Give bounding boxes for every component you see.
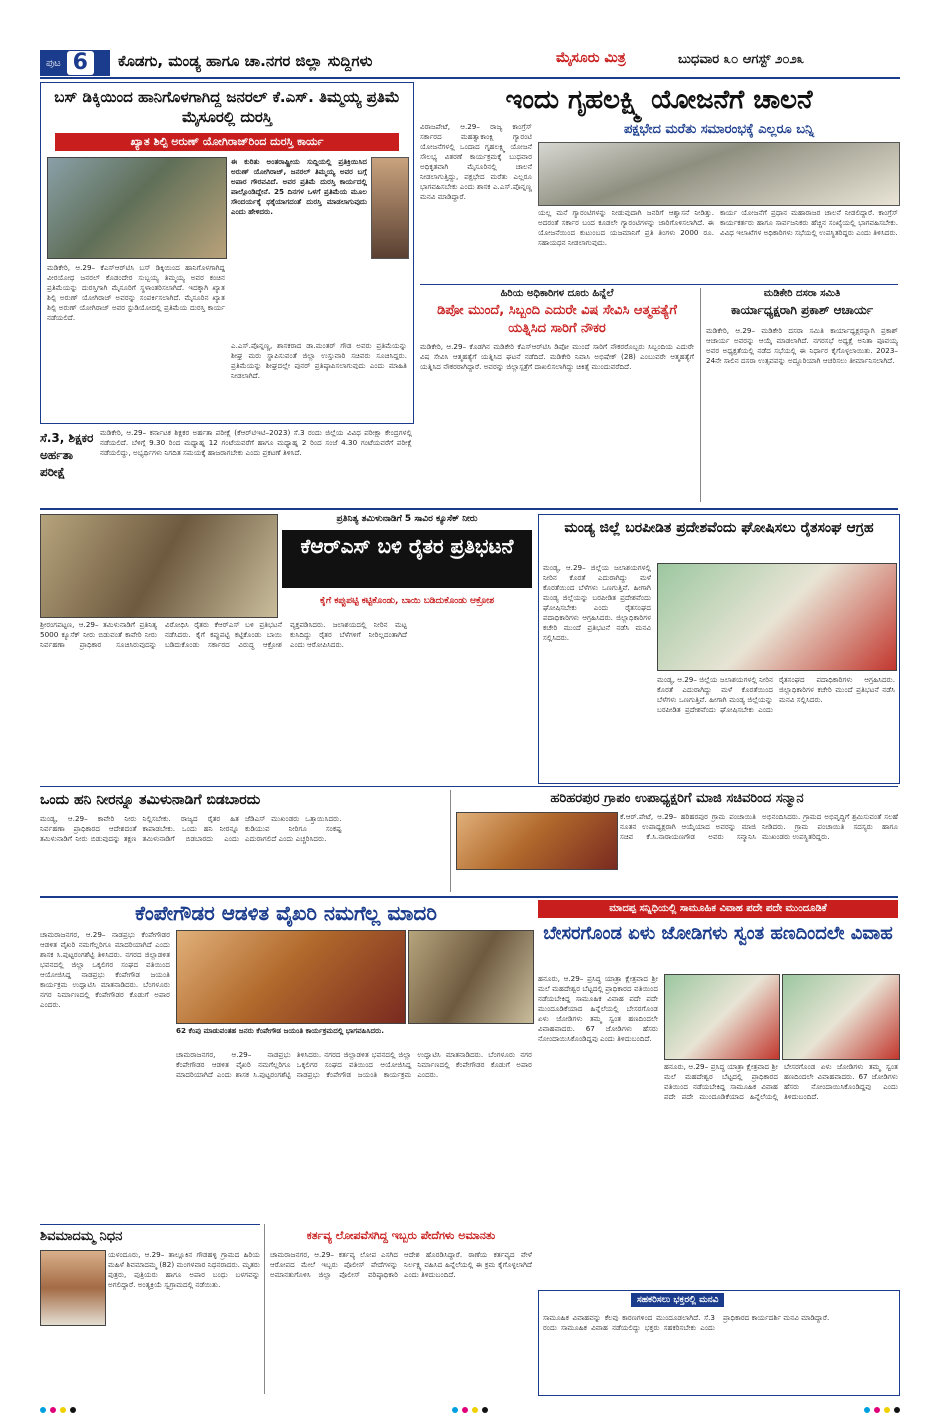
kempegowda-body-continued: ಚಾಮರಾಜನಗರ, ಆ.29– ನಾಡಪ್ರಭು ಕೆಂಪೇಗೌಡರ ಆಡಳಿತ ವೈಖರಿ ನಮಗೆಲ್ಲರಿಗೂ ಮಾದರಿಯಾಗಿದೆ ಎಂದು ಶಾಸಕ ಸಿ.ಪುಟ್ಟರಂಗಶೆಟ್ಟಿ ತಿಳಿಸಿದರು. ನಗರದ ಜಿಲ್ಲಾಡಳಿತ ಭವನದಲ್ಲಿ ಜಿಲ್ಲಾ ಒಕ್ಕಲಿಗರ ಸಂಘದ ವತಿಯಿಂದ ಆಯೋಜಿಸಿದ್ದ ನಾಡಪ್ರಭು ಕೆಂಪೇಗೌಡ ಜಯಂತಿ ಕಾರ್ಯಕ್ರಮ ಉದ್ಘಾಟಿಸಿ ಮಾತನಾಡಿದರು. ಬೆಂಗಳೂರು ನಗರ ನಿರ್ಮಾಣದಲ್ಲಿ ಕೆಂಪೇಗೌಡರ ಕೊಡುಗೆ ಅಪಾರ ಎಂದರು. <box>176 1050 532 1079</box>
page-number-badge <box>40 50 110 76</box>
devotee-appeal-body: ಸಾಮೂಹಿಕ ವಿವಾಹವನ್ನು ಕೆಲವು ಕಾರಣಗಳಿಂದ ಮುಂದೂಡಲಾಗಿದೆ. ಸೆ.3 ರಂದು ಸಾಮೂಹಿಕ ವಿವಾಹ ನಡೆಯಲಿದ್ದು ಭಕ್ತರು ಸಹಕರಿಸಬೇಕು ಎಂದು ಪ್ರಾಧಿಕಾರದ ಕಾರ್ಯದರ್ಶಿ ಮನವಿ ಮಾಡಿದ್ದಾರೆ. <box>543 1313 830 1332</box>
devotee-appeal-box <box>538 1290 900 1396</box>
kempegowda-photo <box>176 930 406 1024</box>
statue-body: ಮಡಿಕೇರಿ, ಆ.29– ಕೆಎಸ್‌ಆರ್‌ಟಿಸಿ ಬಸ್ ಡಿಕ್ಕಿಯಿಂದ ಹಾನಿಗೊಳಗಾಗಿದ್ದ ವೀರಯೋಧ ಜನರಲ್ ಕೊಡಂದೇರ ಸುಬ್ಬಯ್ಯ ತಿಮ್ಮಯ್ಯ ಅವರ ಕಂಚಿನ ಪ್ರತಿಮೆಯನ್ನು ದುರಸ್ತಿಗಾಗಿ ಮೈಸೂರಿಗೆ ಸ್ಥಳಾಂತರಿಸಲಾಗಿದೆ. ಇದಕ್ಕಾಗಿ ಖ್ಯಾತ ಶಿಲ್ಪಿ ಅರುಣ್ ಯೋಗಿರಾಜ್ ಅವರನ್ನು ಸಂಪರ್ಕಿಸಲಾಗಿದೆ. ಮೈಸೂರಿನ ಖ್ಯಾತ ಶಿಲ್ಪಿ ಅರುಣ್ ಯೋಗಿರಾಜ್ ಅವರ ಸ್ಟುಡಿಯೋದಲ್ಲಿ ಪ್ರತಿಮೆಯ ದುರಸ್ತಿ ಕಾರ್ಯ ನಡೆಯಲಿದೆ. <box>47 263 225 322</box>
krs-kicker: ಪ್ರತಿನಿತ್ಯ ತಮಿಳುನಾಡಿಗೆ 5 ಸಾವಿರ ಕ್ಯೂಸೆಕ್ ನೀರು <box>336 514 478 524</box>
suspension-headline: ಕರ್ತವ್ಯ ಲೋಪವೆಸಗಿದ್ದ ಇಬ್ಬರು ಪೇದೆಗಳು ಅಮಾನತು <box>306 1229 496 1242</box>
wedding-headline: ಬೇಸರಗೊಂಡ ಏಳು ಜೋಡಿಗಳು ಸ್ವಂತ ಹಣದಿಂದಲೇ ವಿವಾಹ <box>543 923 893 944</box>
gruhalakshmi-body: ವಿರಾಜಪೇಟೆ, ಆ.29– ರಾಜ್ಯ ಕಾಂಗ್ರೆಸ್ ಸರ್ಕಾರದ ಮಹತ್ವಾಕಾಂಕ್ಷಿ ಗ್ಯಾರಂಟಿ ಯೋಜನೆಗಳಲ್ಲಿ ಒಂದಾದ ಗೃಹಲಕ್ಷ್ಮಿ ಯೋಜನೆ ಸೌಲಭ್ಯ ವಿತರಣೆ ಕಾರ್ಯಕ್ರಮಕ್ಕೆ ಬುಧವಾರ ಅಧಿಕೃತವಾಗಿ ಮೈಸೂರಿನಲ್ಲಿ ಚಾಲನೆ ನೀಡಲಾಗುತ್ತಿದ್ದು, ಪಕ್ಷಭೇದ ಮರೆತು ಎಲ್ಲರೂ ಭಾಗವಹಿಸಬೇಕು ಎಂದು ಶಾಸಕ ಎ.ಎಸ್.ಪೊನ್ನಣ್ಣ ಮನವಿ ಮಾಡಿದ್ದಾರೆ. <box>420 122 532 201</box>
masthead-logo: ಮೈಸೂರು ಮಿತ್ರ <box>556 50 626 66</box>
statue-subhead: ಖ್ಯಾತ ಶಿಲ್ಪಿ ಅರುಣ್ ಯೋಗಿರಾಜ್‌ರಿಂದ ದುರಸ್ತಿ ಕಾರ್ಯ <box>55 133 399 151</box>
divider <box>264 1224 265 1394</box>
divider <box>40 896 898 898</box>
depot-kicker: ಹಿರಿಯ ಅಧಿಕಾರಿಗಳ ದೂರು ಹಿನ್ನೆಲೆ <box>500 288 614 299</box>
wedding-kicker: ಮಾದಪ್ಪ ಸನ್ನಿಧಿಯಲ್ಲಿ ಸಾಮೂಹಿಕ ವಿವಾಹ ಪದೇ ಪದೇ ಮುಂದೂಡಿಕೆ <box>538 900 898 918</box>
honour-photo <box>456 812 618 870</box>
wedding-body: ಹನೂರು, ಆ.29– ಪ್ರಸಿದ್ಧ ಯಾತ್ರಾ ಕ್ಷೇತ್ರವಾದ ಶ್ರೀ ಮಲೆ ಮಹದೇಶ್ವರ ಬೆಟ್ಟದಲ್ಲಿ ಪ್ರಾಧಿಕಾರದ ವತಿಯಿಂದ ನಡೆಯಬೇಕಿದ್ದ ಸಾಮೂಹಿಕ ವಿವಾಹ ಪದೇ ಪದೇ ಮುಂದೂಡಿಕೆಯಾದ ಹಿನ್ನೆಲೆಯಲ್ಲಿ ಬೇಸರಗೊಂಡ ಏಳು ಜೋಡಿಗಳು ತಮ್ಮ ಸ್ವಂತ ಹಣದಿಂದಲೇ ವಿವಾಹವಾದರು. 67 ಜೋಡಿಗಳು ಹೆಸರು ನೋಂದಾಯಿಸಿಕೊಂಡಿದ್ದವು ಎಂದು ತಿಳಿದುಬಂದಿದೆ. <box>538 974 658 1043</box>
suspension-body: ಚಾಮರಾಜನಗರ, ಆ.29– ಕರ್ತವ್ಯ ಲೋಪ ಎಸಗಿದ ಆರೋಪದ ಮೇಲೆ ಇಬ್ಬರು ಪೊಲೀಸ್ ಪೇದೆಗಳನ್ನು ಅಮಾನತುಗೊಳಿಸಿ ಜಿಲ್ಲಾ ಪೊಲೀಸ್ ವರಿಷ್ಠಾಧಿಕಾರಿ ಆದೇಶ ಹೊರಡಿಸಿದ್ದಾರೆ. ಠಾಣೆಯ ಕರ್ತವ್ಯದ ವೇಳೆ ನಿರ್ಲಕ್ಷ್ಯ ವಹಿಸಿದ ಹಿನ್ನೆಲೆಯಲ್ಲಿ ಈ ಕ್ರಮ ಕೈಗೊಳ್ಳಲಾಗಿದೆ ಎಂದು ತಿಳಿದುಬಂದಿದೆ. <box>270 1250 532 1279</box>
drought-headline: ಮಂಡ್ಯ ಜಿಲ್ಲೆ ಬರಪೀಡಿತ ಪ್ರದೇಶವೆಂದು ಘೋಷಿಸಲು ರೈತಸಂಘ ಆಗ್ರಹ <box>564 520 874 536</box>
tet-label: ಸೆ.3, ಶಿಕ್ಷಕರ ಅರ್ಹತಾ ಪರೀಕ್ಷೆ <box>40 431 94 479</box>
page-number: 6 <box>67 51 94 75</box>
kempegowda-portrait-photo <box>408 930 534 1024</box>
drought-story-box <box>538 514 900 784</box>
page-label: ಪುಟ <box>46 57 61 69</box>
registration-marks <box>40 1407 900 1417</box>
farmers-meeting-photo <box>657 563 897 671</box>
dasara-body: ಮಡಿಕೇರಿ, ಆ.29– ಮಡಿಕೇರಿ ದಸರಾ ಸಮಿತಿ ಕಾರ್ಯಾಧ್ಯಕ್ಷರನ್ನಾಗಿ ಪ್ರಕಾಶ್ ಆಚಾರ್ಯ ಅವರನ್ನು ಆಯ್ಕೆ ಮಾಡಲಾಗಿದೆ. ನಗರಸಭೆ ಅಧ್ಯಕ್ಷೆ ಅನಿತಾ ಪೂವಯ್ಯ ಅವರ ಅಧ್ಯಕ್ಷತೆಯಲ್ಲಿ ನಡೆದ ಸಭೆಯಲ್ಲಿ ಈ ನಿರ್ಧಾರ ಕೈಗೊಳ್ಳಲಾಯಿತು. 2023–24ನೇ ಸಾಲಿನ ದಸರಾ ಉತ್ಸವವನ್ನು ಅದ್ದೂರಿಯಾಗಿ ಆಚರಿಸಲು ತೀರ್ಮಾನಿಸಲಾಗಿದೆ. <box>706 326 898 365</box>
wedding-photo-right <box>782 974 900 1060</box>
registration-dots-left <box>40 1407 76 1417</box>
kempegowda-caption: 62 ಕೆಂಪು ಮಾಡುವಂತಹ ಜನರು ಕೆಂಪೇಗೌಡ ಜಯಂತಿ ಕಾರ್ಯಕ್ರಮದಲ್ಲಿ ಭಾಗವಹಿಸಿದರು. <box>176 1026 384 1035</box>
gruhalakshmi-body-3: ಕಾರ್ಯ ಯೋಜನೆಗೆ ಪ್ರಧಾನ ಮಹಾರಾಜರ ಚಾಲನೆ ನೀಡಲಿದ್ದಾರೆ. ಕಾಂಗ್ರೆಸ್ ಕಾರ್ಯಕರ್ತರು ಹಾಗೂ ಸಾರ್ವಜನಿಕರು ಹೆಚ್ಚಿನ ಸಂಖ್ಯೆಯಲ್ಲಿ ಭಾಗವಹಿಸಬೇಕು. ವಿವಿಧ ಇಲಾಖೆಗಳ ಅಧಿಕಾರಿಗಳು ಸಭೆಯಲ್ಲಿ ಉಪಸ್ಥಿತರಿದ್ದರು ಎಂದು ತಿಳಿಸಿದರು. <box>720 208 898 237</box>
gruhalakshmi-body-2: ಯಲ್ಲ ಮನೆ ಗ್ಯಾರಂಟಿಗಳನ್ನು ನೀಡುವುದಾಗಿ ಜನರಿಗೆ ಆಶ್ವಾಸನೆ ನೀಡಿತ್ತು. ಅದರಂತೆ ಸರ್ಕಾರ ಬಂದ ಕೂಡಲೇ ಗ್ಯಾರಂಟಿಗಳನ್ನು ಜಾರಿಗೊಳಿಸಲಾಗಿದೆ. ಈ ಯೋಜನೆಯಿಂದ ಕುಟುಂಬದ ಯಜಮಾನಿಗೆ ಪ್ರತಿ ತಿಂಗಳು 2000 ರೂ. ಸಹಾಯಧನ ನೀಡಲಾಗುವುದು. <box>538 208 714 247</box>
registration-dots-center <box>452 1407 488 1417</box>
krs-body: ಶ್ರೀರಂಗಪಟ್ಟಣ, ಆ.29– ತಮಿಳುನಾಡಿಗೆ ಪ್ರತಿನಿತ್ಯ 5000 ಕ್ಯೂಸೆಕ್ ನೀರು ಬಿಡುವಂತೆ ಕಾವೇರಿ ನೀರು ನಿರ್ವಹಣಾ ಪ್ರಾಧಿಕಾರ ಸೂಚಿಸಿರುವುದನ್ನು ವಿರೋಧಿಸಿ ರೈತರು ಕೆಆರ್‌ಎಸ್ ಬಳಿ ಪ್ರತಿಭಟನೆ ನಡೆಸಿದರು. ಕೈಗೆ ಕಪ್ಪುಪಟ್ಟಿ ಕಟ್ಟಿಕೊಂಡು ಬಾಯಿ ಬಡಿದುಕೊಂಡು ಸರ್ಕಾರದ ವಿರುದ್ಧ ಆಕ್ರೋಶ ವ್ಯಕ್ತಪಡಿಸಿದರು. ಜಲಾಶಯದಲ್ಲಿ ನೀರಿನ ಮಟ್ಟ ಕುಸಿದಿದ್ದು ರೈತರ ಬೆಳೆಗಳಿಗೆ ನೀರಿಲ್ಲದಂತಾಗಿದೆ ಎಂದು ಆರೋಪಿಸಿದರು. <box>40 620 407 649</box>
depot-headline: ಡಿಪೋ ಮುಂದೆ, ಸಿಬ್ಬಂದಿ ಎದುರೇ ವಿಷ ಸೇವಿಸಿ ಆತ್ಮಹತ್ಯೆಗೆ ಯತ್ನಿಸಿದ ಸಾರಿಗೆ ನೌಕರ <box>437 303 677 336</box>
divider <box>450 790 451 892</box>
honour-body: ಕೆ.ಆರ್.ಪೇಟೆ, ಆ.29– ಹರಿಹರಪುರ ಗ್ರಾಮ ಪಂಚಾಯಿತಿ ನೂತನ ಉಪಾಧ್ಯಕ್ಷರಾಗಿ ಆಯ್ಕೆಯಾದ ಅವರನ್ನು ಮಾಜಿ ಸಚಿವ ಕೆ.ಸಿ.ನಾರಾಯಣಗೌಡ ಅವರು ಸನ್ಮಾನಿಸಿ ಅಭಿನಂದಿಸಿದರು. ಗ್ರಾಮದ ಅಭಿವೃದ್ಧಿಗೆ ಶ್ರಮಿಸುವಂತೆ ಸಲಹೆ ನೀಡಿದರು. ಗ್ರಾಮ ಪಂಚಾಯಿತಿ ಸದಸ್ಯರು ಹಾಗೂ ಮುಖಂಡರು ಉಪಸ್ಥಿತರಿದ್ದರು. <box>620 812 898 841</box>
water-headline: ಒಂದು ಹನಿ ನೀರನ್ನೂ ತಮಿಳುನಾಡಿಗೆ ಬಿಡಬಾರದು <box>40 792 261 808</box>
statue-photo <box>47 157 227 259</box>
meeting-photo <box>538 142 900 206</box>
dasara-headline: ಕಾರ್ಯಾಧ್ಯಕ್ಷರಾಗಿ ಪ್ರಕಾಶ್ ಆಚಾರ್ಯ <box>730 303 874 317</box>
devotee-appeal-tag: ಸಹಕರಿಸಲು ಭಕ್ತರಲ್ಲಿ ಮನವಿ <box>631 1293 724 1307</box>
wedding-photo-left <box>664 974 780 1060</box>
header-rule <box>40 77 900 79</box>
divider <box>420 284 898 285</box>
divider <box>40 1224 260 1225</box>
obituary-portrait <box>40 1250 106 1326</box>
statue-side-text: ಈ ಕುರಿತು ಅಂತರಾಷ್ಟ್ರೀಯ ಸುದ್ದಿಯಲ್ಲಿ ಪ್ರತಿಕ್ರಿಯಿಸಿದ ಅರುಣ್ ಯೋಗಿರಾಜ್, ಜನರಲ್ ತಿಮ್ಮಯ್ಯ ಅವರ ಬಗ್ಗೆ ಅಪಾರ ಗೌರವವಿದೆ. ಅವರ ಪ್ರತಿಮೆ ದುರಸ್ತಿ ಕಾರ್ಯದಲ್ಲಿ ಪಾಲ್ಗೊಂಡಿದ್ದೇನೆ. 25 ದಿನಗಳ ಒಳಗೆ ಪ್ರತಿಮೆಯ ಮೂಲ ಸೌಂದರ್ಯಕ್ಕೆ ಧಕ್ಕೆಯಾಗದಂತೆ ದುರಸ್ತಿ ಮಾಡಲಾಗುವುದು ಎಂದು ಹೇಳಿದರು. <box>231 157 367 216</box>
divider <box>700 288 701 502</box>
registration-dots-right <box>864 1407 900 1417</box>
statue-story-box <box>40 82 414 424</box>
dasara-kicker: ಮಡಿಕೇರಿ ದಸರಾ ಸಮಿತಿ <box>763 288 841 299</box>
dateline: ಬುಧವಾರ ೩೦ ಆಗಸ್ಟ್ ೨೦೨೩ <box>678 52 805 67</box>
water-body: ಮಂಡ್ಯ, ಆ.29– ಕಾವೇರಿ ನೀರು ನಿರ್ವಹಣಾ ಪ್ರಾಧಿಕಾರದ ಆದೇಶದಂತೆ ತಮಿಳುನಾಡಿಗೆ ನೀರು ಬಿಡುವುದನ್ನು ತಕ್ಷಣ ನಿಲ್ಲಿಸಬೇಕು. ರಾಜ್ಯದ ರೈತರ ಹಿತ ಕಾಪಾಡಬೇಕು. ಒಂದು ಹನಿ ನೀರನ್ನೂ ತಮಿಳುನಾಡಿಗೆ ಬಿಡಬಾರದು ಎಂದು ಜೆಡಿಎಸ್ ಮುಖಂಡರು ಒತ್ತಾಯಿಸಿದರು. ಕುಡಿಯುವ ನೀರಿಗೂ ಸಂಕಷ್ಟ ಎದುರಾಗಲಿದೆ ಎಂದು ಎಚ್ಚರಿಸಿದರು. <box>40 814 342 843</box>
tet-body: ಮಡಿಕೇರಿ, ಆ.29– ಕರ್ನಾಟಕ ಶಿಕ್ಷಕರ ಅರ್ಹತಾ ಪರೀಕ್ಷೆ (ಕೆಆರ್‌ಟಿಇಟಿ–2023) ಸೆ.3 ರಂದು ಜಿಲ್ಲೆಯ ವಿವಿಧ ಪರೀಕ್ಷಾ ಕೇಂದ್ರಗಳಲ್ಲಿ ನಡೆಯಲಿದೆ. ಬೆಳಿಗ್ಗೆ 9.30 ರಿಂದ ಮಧ್ಯಾಹ್ನ 12 ಗಂಟೆಯವರೆಗೆ ಹಾಗೂ ಮಧ್ಯಾಹ್ನ 2 ರಿಂದ ಸಂಜೆ 4.30 ಗಂಟೆಯವರೆಗೆ ಪರೀಕ್ಷೆ ನಡೆಯಲಿದ್ದು, ಅಭ್ಯರ್ಥಿಗಳು ನಿಗದಿತ ಸಮಯಕ್ಕೆ ಹಾಜರಾಗಬೇಕು ಎಂದು ಪ್ರಕಟಣೆ ತಿಳಿಸಿದೆ. <box>100 428 412 457</box>
kempegowda-headline: ಕೆಂಪೇಗೌಡರ ಆಡಳಿತ ವೈಖರಿ ನಮಗೆಲ್ಲ ಮಾದರಿ <box>135 901 437 925</box>
depot-body: ಮಡಿಕೇರಿ, ಆ.29– ಕೊಡಗಿನ ಮಡಿಕೇರಿ ಕೆಎಸ್‌ಆರ್‌ಟಿಸಿ ಡಿಪೋ ಮುಂದೆ ಸಾರಿಗೆ ನೌಕರರೊಬ್ಬರು ಸಿಬ್ಬಂದಿಯ ಎದುರೇ ವಿಷ ಸೇವಿಸಿ ಆತ್ಮಹತ್ಯೆಗೆ ಯತ್ನಿಸಿದ ಘಟನೆ ನಡೆದಿದೆ. ಮಡಿಕೇರಿ ನಿವಾಸಿ ಅಭಿಷೇಕ್ (28) ಎಂಬುವರೇ ಆತ್ಮಹತ್ಯೆಗೆ ಯತ್ನಿಸಿದ ನೌಕರರಾಗಿದ್ದಾರೆ. ಅವರನ್ನು ಜಿಲ್ಲಾಸ್ಪತ್ರೆಗೆ ದಾಖಲಿಸಲಾಗಿದ್ದು ಚಿಕಿತ್ಸೆ ಮುಂದುವರೆದಿದೆ. <box>420 342 694 371</box>
krs-subhead: ಕೈಗೆ ಕಪ್ಪುಪಟ್ಟಿ ಕಟ್ಟಿಕೊಂಡು, ಬಾಯಿ ಬಡಿದುಕೊಂಡು ಆಕ್ರೋಶ <box>319 596 495 606</box>
kempegowda-body: ಚಾಮರಾಜನಗರ, ಆ.29– ನಾಡಪ್ರಭು ಕೆಂಪೇಗೌಡರ ಆಡಳಿತ ವೈಖರಿ ನಮಗೆಲ್ಲರಿಗೂ ಮಾದರಿಯಾಗಿದೆ ಎಂದು ಶಾಸಕ ಸಿ.ಪುಟ್ಟರಂಗಶೆಟ್ಟಿ ತಿಳಿಸಿದರು. ನಗರದ ಜಿಲ್ಲಾಡಳಿತ ಭವನದಲ್ಲಿ ಜಿಲ್ಲಾ ಒಕ್ಕಲಿಗರ ಸಂಘದ ವತಿಯಿಂದ ಆಯೋಜಿಸಿದ್ದ ನಾಡಪ್ರಭು ಕೆಂಪೇಗೌಡ ಜಯಂತಿ ಕಾರ್ಯಕ್ರಮ ಉದ್ಘಾಟಿಸಿ ಮಾತನಾಡಿದರು. ಬೆಂಗಳೂರು ನಗರ ನಿರ್ಮಾಣದಲ್ಲಿ ಕೆಂಪೇಗೌಡರ ಕೊಡುಗೆ ಅಪಾರ ಎಂದರು. <box>40 930 170 1009</box>
krs-headline: ಕೆಆರ್‌ಎಸ್ ಬಳಿ ರೈತರ ಪ್ರತಿಭಟನೆ <box>282 530 532 588</box>
obituary-headline: ಶಿವಮಾದಮ್ಮ ನಿಧನ <box>40 1229 123 1244</box>
drought-body: ಮಂಡ್ಯ, ಆ.29– ಜಿಲ್ಲೆಯ ಜಲಾಶಯಗಳಲ್ಲಿ ನೀರಿನ ಕೊರತೆ ಎದುರಾಗಿದ್ದು ಮಳೆ ಕೊರತೆಯಿಂದ ಬೆಳೆಗಳು ಒಣಗುತ್ತಿವೆ. ಹೀಗಾಗಿ ಮಂಡ್ಯ ಜಿಲ್ಲೆಯನ್ನು ಬರಪೀಡಿತ ಪ್ರದೇಶವೆಂದು ಘೋಷಿಸಬೇಕು ಎಂದು ರೈತಸಂಘದ ಪದಾಧಿಕಾರಿಗಳು ಆಗ್ರಹಿಸಿದರು. ಜಿಲ್ಲಾಧಿಕಾರಿಗಳ ಕಚೇರಿ ಮುಂದೆ ಪ್ರತಿಭಟನೆ ನಡೆಸಿ ಮನವಿ ಸಲ್ಲಿಸಿದರು. <box>543 563 651 642</box>
section-title: ಕೊಡಗು, ಮಂಡ್ಯ ಹಾಗೂ ಚಾ.ನಗರ ಜಿಲ್ಲಾ ಸುದ್ದಿಗಳು <box>118 52 373 70</box>
divider <box>40 508 898 510</box>
honour-headline: ಹರಿಹರಪುರ ಗ್ರಾಪಂ ಉಪಾಧ್ಯಕ್ಷರಿಗೆ ಮಾಜಿ ಸಚಿವರಿಂದ ಸನ್ಮಾನ <box>550 791 804 806</box>
divider <box>40 786 898 787</box>
statue-headline: ಬಸ್ ಡಿಕ್ಕಿಯಿಂದ ಹಾನಿಗೊಳಗಾಗಿದ್ದ ಜನರಲ್ ಕೆ.ಎಸ್. ತಿಮ್ಮಯ್ಯ ಪ್ರತಿಮೆ ಮೈಸೂರಲ್ಲಿ ದುರಸ್ತಿ <box>54 88 400 126</box>
gruhalakshmi-headline: ಇಂದು ಗೃಹಲಕ್ಷ್ಮಿ ಯೋಜನೆಗೆ ಚಾಲನೆ <box>505 85 813 115</box>
drought-body-continued: ಮಂಡ್ಯ, ಆ.29– ಜಿಲ್ಲೆಯ ಜಲಾಶಯಗಳಲ್ಲಿ ನೀರಿನ ಕೊರತೆ ಎದುರಾಗಿದ್ದು ಮಳೆ ಕೊರತೆಯಿಂದ ಬೆಳೆಗಳು ಒಣಗುತ್ತಿವೆ. ಹೀಗಾಗಿ ಮಂಡ್ಯ ಜಿಲ್ಲೆಯನ್ನು ಬರಪೀಡಿತ ಪ್ರದೇಶವೆಂದು ಘೋಷಿಸಬೇಕು ಎಂದು ರೈತಸಂಘದ ಪದಾಧಿಕಾರಿಗಳು ಆಗ್ರಹಿಸಿದರು. ಜಿಲ್ಲಾಧಿಕಾರಿಗಳ ಕಚೇರಿ ಮುಂದೆ ಪ್ರತಿಭಟನೆ ನಡೆಸಿ ಮನವಿ ಸಲ್ಲಿಸಿದರು. <box>657 675 895 714</box>
protest-photo <box>40 514 278 618</box>
statue-body-continued: ಎ.ಎಸ್.ಪೊನ್ನಣ್ಣ, ಶಾಸಕರಾದ ಡಾ.ಮಂತರ್ ಗೌಡ ಅವರು ಪ್ರತಿಮೆಯನ್ನು ಶೀಘ್ರ ಮರು ಸ್ಥಾಪಿಸುವಂತೆ ಜಿಲ್ಲಾ ಉಸ್ತುವಾರಿ ಸಚಿವರು ಸೂಚಿಸಿದ್ದರು. ಪ್ರತಿಮೆಯನ್ನು ಶೀಘ್ರದಲ್ಲೇ ಪುನರ್ ಪ್ರತಿಷ್ಠಾಪಿಸಲಾಗುವುದು ಎಂದು ಮಾಹಿತಿ ನೀಡಲಾಗಿದೆ. <box>231 341 407 380</box>
wedding-body-continued: ಹನೂರು, ಆ.29– ಪ್ರಸಿದ್ಧ ಯಾತ್ರಾ ಕ್ಷೇತ್ರವಾದ ಶ್ರೀ ಮಲೆ ಮಹದೇಶ್ವರ ಬೆಟ್ಟದಲ್ಲಿ ಪ್ರಾಧಿಕಾರದ ವತಿಯಿಂದ ನಡೆಯಬೇಕಿದ್ದ ಸಾಮೂಹಿಕ ವಿವಾಹ ಪದೇ ಪದೇ ಮುಂದೂಡಿಕೆಯಾದ ಹಿನ್ನೆಲೆಯಲ್ಲಿ ಬೇಸರಗೊಂಡ ಏಳು ಜೋಡಿಗಳು ತಮ್ಮ ಸ್ವಂತ ಹಣದಿಂದಲೇ ವಿವಾಹವಾದರು. 67 ಜೋಡಿಗಳು ಹೆಸರು ನೋಂದಾಯಿಸಿಕೊಂಡಿದ್ದವು ಎಂದು ತಿಳಿದುಬಂದಿದೆ. <box>664 1062 898 1101</box>
gruhalakshmi-subhead: ಪಕ್ಷಭೇದ ಮರೆತು ಸಮಾರಂಭಕ್ಕೆ ಎಲ್ಲರೂ ಬನ್ನಿ <box>623 122 815 137</box>
obituary-body: ಯಳಂದೂರು, ಆ.29– ತಾಲ್ಲೂಕಿನ ಗೌಡಹಳ್ಳಿ ಗ್ರಾಮದ ಹಿರಿಯ ಮಹಿಳೆ ಶಿವಮಾದಮ್ಮ (82) ಮಂಗಳವಾರ ನಿಧನರಾದರು. ಮೃತರು ಪುತ್ರರು, ಪುತ್ರಿಯರು ಹಾಗೂ ಅಪಾರ ಬಂಧು ಬಳಗವನ್ನು ಅಗಲಿದ್ದಾರೆ. ಅಂತ್ಯಕ್ರಿಯೆ ಸ್ವಗ್ರಾಮದಲ್ಲಿ ನಡೆಯಿತು. <box>108 1250 260 1289</box>
sculptor-portrait <box>371 157 409 259</box>
